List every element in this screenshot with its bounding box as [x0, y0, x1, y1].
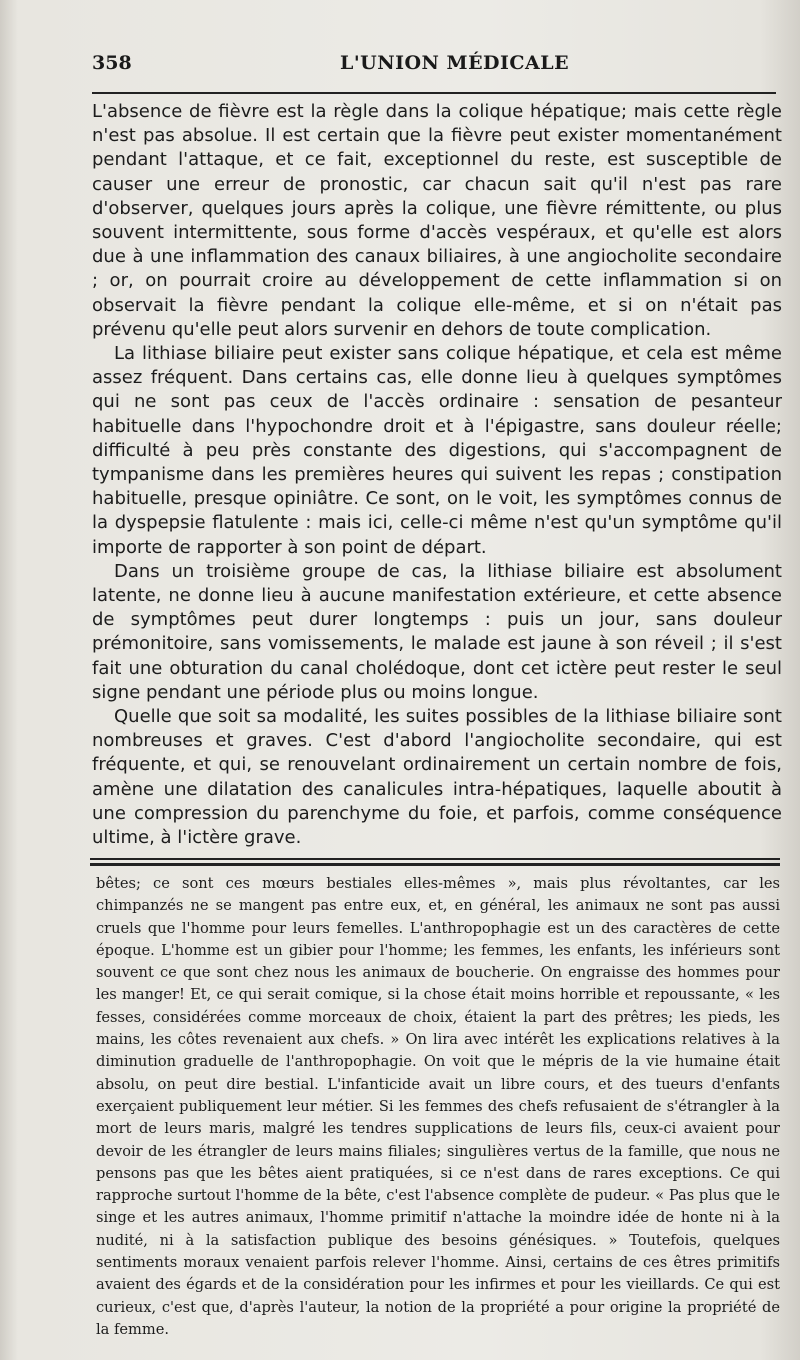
page-number: 358: [92, 52, 132, 74]
paragraph: La lithiase biliaire peut exister sans colique hépatique, et cela est même assez fréquent. Dans certains cas, elle donne lieu à quelques symptômes qui ne sont pas ceux de l'accès ordinaire : sensation de pesanteur habituelle dans l'hypochondre droit et à l'épigastre, sans douleur réelle; difficulté à peu près constante des digestions, qui s'accompagnent de tympanisme dans les premières heures qui suivent les repas ; constipation habituelle, presque opiniâtre. Ce sont, on le voit, les symptômes connus de la dyspepsie flatulente : mais ici, celle-ci même n'est qu'un symptôme qu'il importe de rapporter à son point de départ.: [92, 343, 782, 558]
header-rule: [92, 92, 776, 94]
footnote: [96, 873, 780, 1341]
paragraph: Dans un troisième groupe de cas, la lithiase biliaire est absolument latente, ne donne lieu à aucune manifestation extérieure, et cette absence de symptômes peut durer longtemps : puis un jour, sans douleur prémonitoire, sans vomissements, le malade est jaune à son réveil ; il s'est fait une obturation du canal cholédoque, dont cet ictère peut rester le seul signe pendant une période plus ou moins longue.: [92, 560, 782, 703]
footnote-text: bêtes; ce sont ces mœurs bestiales elles-mêmes », mais plus révoltantes, car les chimpanzés ne se mangent pas entre eux, et, en général, les animaux ne sont pas aussi cruels que l'homme pour leurs femelles. L'anthropophagie est un des caractères de cette époque. L'homme est un gibier pour l'homme; les femmes, les enfants, les inférieurs sont souvent ce que sont chez nous les animaux de boucherie. On engraisse des hommes pour les manger! Et, ce qui serait comique, si la chose était moins horrible et repoussante, « les fesses, considérées comme morceaux de choix, étaient la part des prêtres; les pieds, les mains, les côtes revenaient aux chefs. » On lira avec intérêt les explications relatives à la diminution graduelle de l'anthropophagie. On voit que le mépris de la vie humaine était absolu, on peut dire bestial. L'infanticide avait un libre cours, et des tueurs d'enfants exerçaient publiquement leur métier. Si les femmes des chefs refusaient de s'étrangler à la mort de leurs maris, malgré les tendres supplications de leurs fils, ceux-ci avaient pour devoir de les étrangler de leurs mains filiales; singulières vertus de la famille, que nous ne pensons pas que les bêtes aient pratiquées, si ce n'est dans de rares exceptions. Ce qui rapproche surtout l'homme de la bête, c'est l'absence complète de pudeur. « Pas plus que le singe et les autres animaux, l'homme primitif n'attache la moindre idée de honte ni à la nudité, ni à la satisfaction publique des besoins génésiques. » Toutefois, quelques sentiments moraux venaient parfois relever l'homme. Ainsi, certains de ces êtres primitifs avaient des égards et de la considération pour les infirmes et pour les vieillards. Ce qui est curieux, c'est que, d'après l'auteur, la notion de la propriété a pour origine la propriété de la femme.: [96, 875, 780, 1338]
main-text: [92, 100, 782, 850]
paragraph: Quelle que soit sa modalité, les suites possibles de la lithiase biliaire sont nombreuses et graves. C'est d'abord l'angiocholite secondaire, qui est fréquente, et qui, se renouvelant ordinairement un certain nombre de fois, amène une dilatation des canalicules intra-hépatiques, laquelle aboutit à une compression du parenchyme du foie, et parfois, comme conséquence ultime, à l'ictère grave.: [92, 706, 782, 849]
page-header: [92, 52, 782, 82]
running-title: L'UNION MÉDICALE: [340, 52, 570, 74]
footnote-separator: [90, 858, 780, 860]
paragraph: L'absence de fièvre est la règle dans la colique hépatique; mais cette règle n'est pas absolue. Il est certain que la fièvre peut exister momentanément pendant l'attaque, et ce fait, exceptionnel du reste, est susceptible de causer une erreur de pronostic, car chacun sait qu'il n'est pas rare d'observer, quelques jours après la colique, une fièvre rémittente, ou plus souvent intermittente, sous forme d'accès vespéraux, et qu'elle est alors due à une inflammation des canaux biliaires, à une angiocholite secondaire ; or, on pourrait croire au développement de cette inflammation si on observait la fièvre pendant la colique elle-même, et si on n'était pas prévenu qu'elle peut alors survenir en dehors de toute complication.: [92, 101, 782, 340]
footnote-separator-thick: [90, 863, 780, 866]
